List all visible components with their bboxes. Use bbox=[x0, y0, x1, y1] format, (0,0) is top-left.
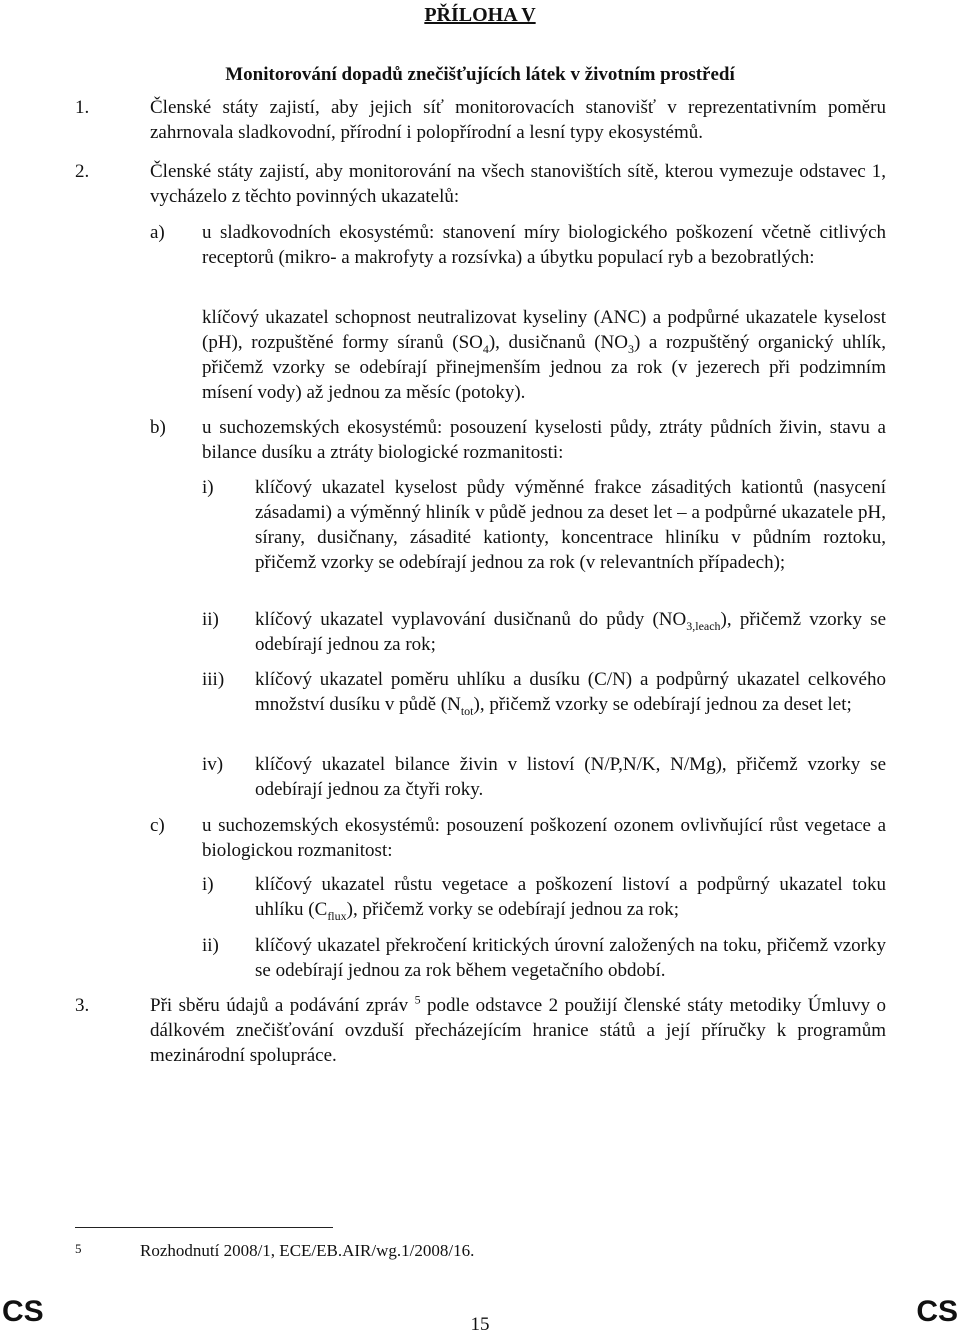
subitem-b-i-text: klíčový ukazatel kyselost půdy výměnné frakce zásaditých kationtů (nasycení zásadami) a výměnný hliník v půdě jednou za deset let – a podpůrné ukazatele pH, sírany, dusičnany, zásadité kationty, koncentrace hliníku v půdním roztoku, přičemž vzorky se odebírají jednou za rok (v relevantních případech); bbox=[255, 477, 886, 573]
section-heading: Monitorování dopadů znečišťujících látek v životním prostředí bbox=[225, 64, 735, 85]
paragraph-number: 1. bbox=[75, 97, 90, 118]
subitem-number: ii) bbox=[202, 935, 219, 956]
page-number: 15 bbox=[470, 1314, 490, 1335]
paragraph-number: 3. bbox=[75, 995, 90, 1016]
subitem-number: iii) bbox=[202, 669, 225, 690]
paragraph-text: Členské státy zajistí, aby monitorování na všech stanovištích sítě, kterou vymezuje odstavec 1, vycházelo z těchto povinných ukazatelů: bbox=[150, 161, 886, 207]
item-b-text: u suchozemských ekosystémů: posouzení kyselosti půdy, ztráty půdních živin, stavu a bilance dusíku a ztráty biologické rozmanitosti: bbox=[202, 417, 886, 463]
item-c-text: u suchozemských ekosystémů: posouzení poškození ozonem ovlivňující růst vegetace a biologickou rozmanitost: bbox=[202, 815, 886, 861]
subitem-c-ii-text: klíčový ukazatel překročení kritických úrovní založených na toku, přičemž vzorky se odebírají jednou za rok během vegetačního období. bbox=[255, 935, 886, 981]
subitem-b-iv-text: klíčový ukazatel bilance živin v listoví (N/P,N/K, N/Mg), přičemž vzorky se odebírají jednou za čtyři roky. bbox=[255, 754, 886, 800]
subitem-c-i-text: klíčový ukazatel růstu vegetace a poškození listoví a podpůrný ukazatel toku uhlíku $(C_{flux})$, přičemž vorky se odebírají jednou za rok; bbox=[255, 874, 886, 923]
subitem-b-iii-text: klíčový ukazatel poměru uhlíku a dusíku (C/N) a podpůrný ukazatel celkového množství dusíku v půdě $(N_{tot})$, přičemž vzorky se odebírají jednou za deset let; bbox=[255, 669, 886, 718]
subitem-number: iv) bbox=[202, 754, 224, 775]
footnote-reference[interactable]: 5 bbox=[414, 992, 421, 1007]
paragraph-text: Při sběru údajů a podávání zpráv $^5$ podle odstavce 2 použijí členské státy metodiky Úmluvy o dálkovém znečišťování ovzduší přecházejícím hranice států a její příručky k programům mezinárodní spolupráce. bbox=[150, 992, 887, 1066]
paragraph-text: Členské státy zajistí, aby jejich síť monitorovacích stanovišť v reprezentativním poměru zahrnovala sladkovodní, přírodní i polopřírodní a lesní typy ekosystémů. bbox=[150, 97, 886, 143]
paragraph-number: 2. bbox=[75, 161, 90, 182]
item-letter-b: b) bbox=[150, 417, 166, 438]
item-a-indicators: klíčový ukazatel schopnost neutralizovat kyseliny (ANC) a podpůrné ukazatele kyselost (pH), rozpuštěné formy síranů $(SO_4)$, dusičnanů $(NO_3)$ a rozpuštěný organický uhlík, přičemž vzorky se odebírají přinejmenším jednou za rok (v jezerech při podzimním mísení vody) až jednou za měsíc (potoky). bbox=[202, 307, 886, 403]
annex-title: PŘÍLOHA V bbox=[424, 4, 536, 26]
footnote-separator bbox=[75, 1227, 333, 1228]
item-letter-a: a) bbox=[150, 222, 165, 243]
item-letter-c: c) bbox=[150, 815, 165, 836]
language-code-right: CS bbox=[916, 1295, 958, 1328]
subitem-number: ii) bbox=[202, 609, 219, 630]
subitem-b-ii-text: klíčový ukazatel vyplavování dusičnanů do půdy $(NO_{3,leach})$, přičemž vzorky se odebírají jednou za rok; bbox=[255, 609, 886, 655]
subitem-number: i) bbox=[202, 477, 214, 498]
footnote-text: Rozhodnutí 2008/1, ECE/EB.AIR/wg.1/2008/16. bbox=[140, 1241, 475, 1260]
footnote-mark: 5 bbox=[75, 1241, 82, 1256]
subitem-number: i) bbox=[202, 874, 214, 895]
language-code-left: CS bbox=[2, 1295, 44, 1328]
item-a-text: u sladkovodních ekosystémů: stanovení míry biologického poškození včetně citlivých receptorů (mikro- a makrofyty a rozsívka) a úbytku populací ryb a bezobratlých: bbox=[202, 222, 886, 268]
